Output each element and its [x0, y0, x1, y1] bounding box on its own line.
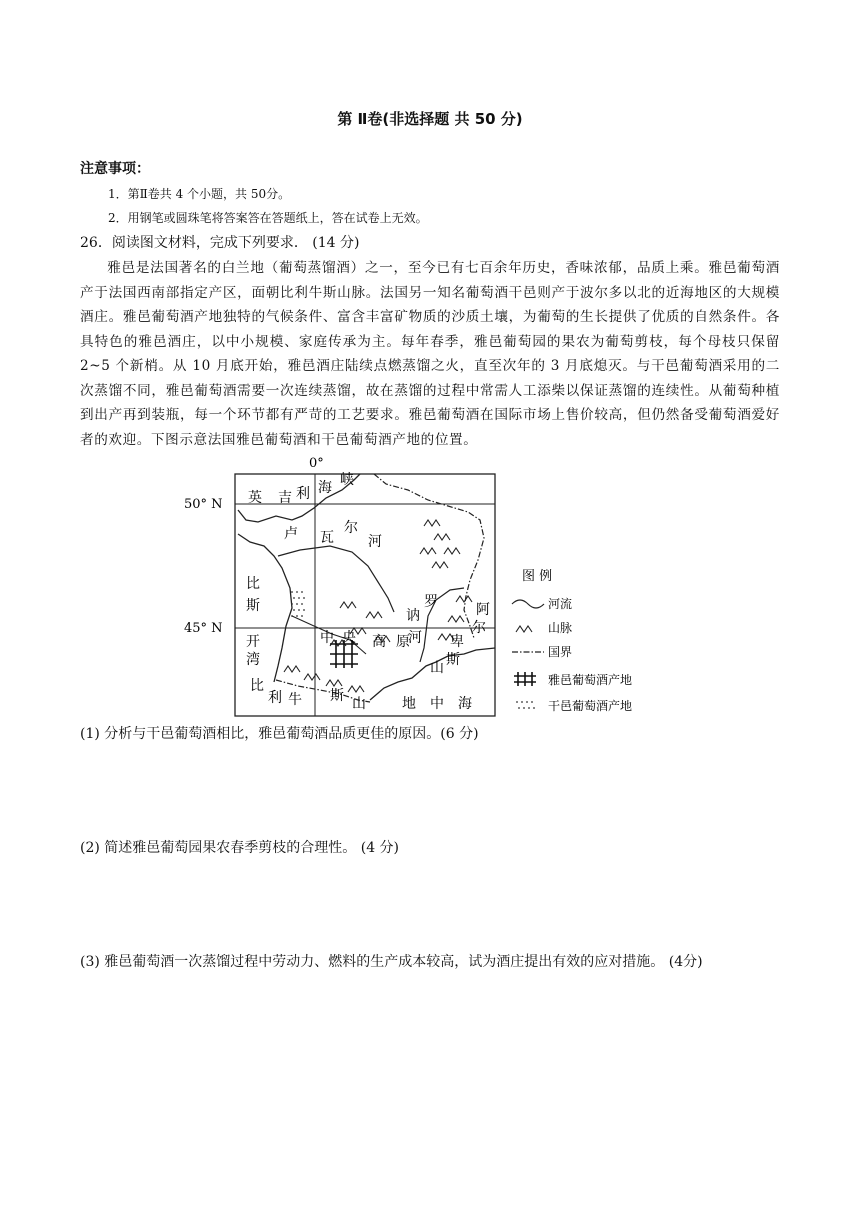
subquestion-1: (1) 分析与干邑葡萄酒相比，雅邑葡萄酒品质更佳的原因。(6 分) [80, 726, 479, 742]
loire-river [278, 546, 394, 612]
label-alps: 山 [430, 660, 444, 676]
label-biscay: 斯 [246, 598, 260, 614]
subquestion-3: (3) 雅邑葡萄酒一次蒸馏过程中劳动力、燃料的生产成本较高，试为酒庄提出有效的应对措施。 (4分) [80, 954, 703, 970]
label-loire: 瓦 [320, 530, 334, 546]
lat-label-45: 45° N [184, 621, 223, 636]
subquestion-2: (2) 简述雅邑葡萄园果农春季剪枝的合理性。 (4 分) [80, 840, 400, 856]
notice-item: 1．第Ⅱ卷共 4 个小题，共 50分。 [108, 187, 291, 201]
legend-cognac-symbol [516, 701, 535, 709]
legend-title: 图 例 [522, 569, 553, 584]
label-uk: 海 [318, 480, 332, 496]
notice-heading: 注意事项： [80, 161, 150, 177]
lon-label: 0° [309, 456, 324, 471]
label-rhone: 河 [408, 630, 422, 646]
label-central: 原 [396, 634, 410, 650]
label-pyrenees: 山 [352, 696, 366, 712]
lat-label-50: 50° N [184, 497, 223, 512]
map-legend [512, 569, 632, 713]
label-uk: 利 [296, 486, 310, 502]
label-med: 中 [430, 696, 444, 712]
label-rhone: 罗 [424, 594, 438, 610]
question-heading: 26．阅读图文材料，完成下列要求． (14 分) [80, 235, 360, 251]
label-biscay: 湾 [246, 652, 260, 668]
section-title: 第 Ⅱ卷(非选择题 共 50 分) [337, 110, 523, 128]
legend-armagnac: 雅邑葡萄酒产地 [548, 673, 633, 687]
label-alps: 卑 [450, 634, 464, 650]
label-central: 中 [320, 630, 334, 646]
label-loire: 河 [368, 534, 382, 550]
label-pyrenees: 牛 [288, 692, 302, 708]
label-uk: 英 [248, 490, 262, 506]
legend-mountain-symbol [516, 626, 532, 632]
legend-river: 河流 [548, 597, 573, 611]
label-alps: 阿 [476, 602, 490, 618]
legend-border: 国界 [548, 645, 573, 659]
label-rhone: 讷 [406, 608, 420, 624]
reading-passage: 雅邑是法国著名的白兰地（葡萄蒸馏酒）之一，至今已有七百余年历史，香味浓郁，品质上乘。雅邑葡萄酒产于法国西南部指定产区，面朝比利牛斯山脉。法国另一知名葡萄酒干邑则产于波尔多以北的近海地区的大规模酒庄。雅邑葡萄酒产地独特的气候条件、富含丰富矿物质的沙质土壤，为葡萄的生长提供了优质的自然条件。各具特色的雅邑酒庄，以中小规模、家庭传承为主。每年春季，雅邑葡萄园的果农为葡萄剪枝，每个母枝只保留2~5 个新梢。从 10 月底开始，雅邑酒庄陆续点燃蒸馏之火，直至次年的 3 月底熄灭。与干邑葡萄酒采用的二次蒸馏不同，雅邑葡萄酒需要一次连续蒸馏，故在蒸馏的过程中常需人工添柴以保证蒸馏的连续性。从葡萄种植到出产再到装瓶，每一个环节都有严苛的工艺要求。雅邑葡萄酒在国际市场上售价较高，但仍然备受葡萄酒爱好者的欢迎。下图示意法国雅邑葡萄酒和干邑葡萄酒产地的位置。 [80, 260, 780, 448]
france-map [180, 450, 680, 720]
label-pyrenees: 比 [250, 678, 264, 694]
label-uk: 吉 [278, 490, 292, 506]
label-loire: 卢 [284, 526, 298, 542]
legend-river-symbol [512, 600, 544, 608]
label-central: 高 [372, 634, 386, 650]
legend-armagnac-symbol [514, 672, 536, 686]
label-biscay: 比 [246, 576, 260, 592]
legend-cognac: 干邑葡萄酒产地 [548, 699, 633, 713]
label-pyrenees: 利 [268, 690, 282, 706]
label-med: 海 [458, 696, 472, 712]
label-alps: 尔 [472, 620, 486, 636]
cognac-region [291, 591, 305, 617]
label-biscay: 开 [246, 634, 260, 650]
label-uk: 峡 [340, 472, 354, 488]
notice-item: 2．用钢笔或圆珠笔将答案答在答题纸上，答在试卷上无效。 [108, 211, 428, 225]
label-alps: 斯 [446, 652, 460, 668]
legend-mountain: 山脉 [548, 621, 573, 635]
label-pyrenees: 斯 [330, 688, 344, 704]
label-loire: 尔 [344, 520, 358, 536]
label-central: 央 [342, 630, 356, 646]
label-med: 地 [402, 696, 416, 712]
